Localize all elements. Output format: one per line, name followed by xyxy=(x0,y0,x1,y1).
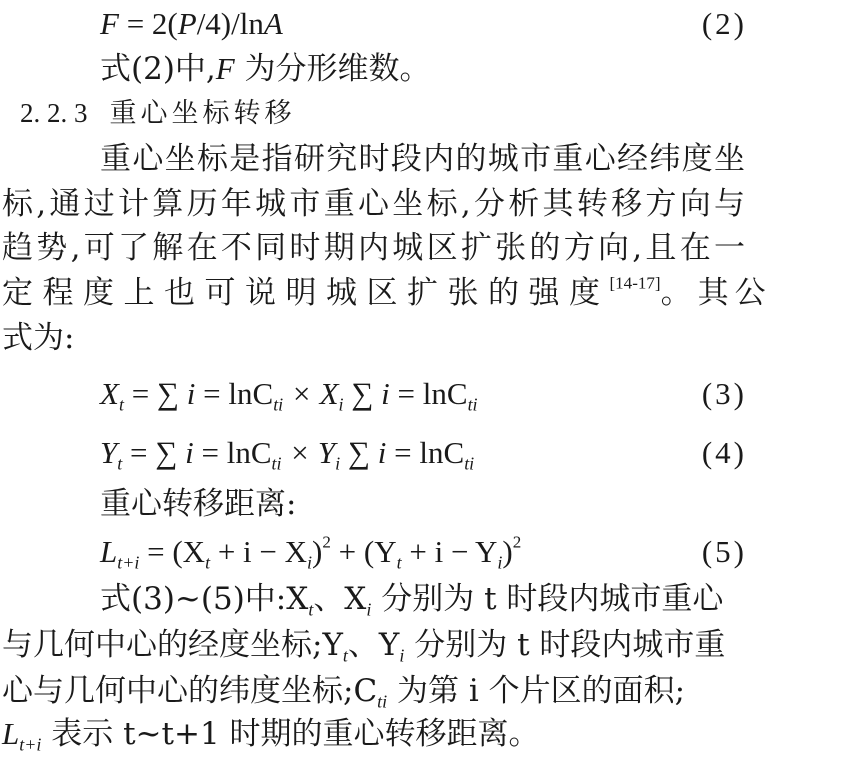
explain-line-2 xyxy=(2,623,755,667)
explain-1c: 分别为 t 时段内城市重心 xyxy=(371,581,724,617)
eq3-times: × X xyxy=(283,376,339,411)
eq5-i1: i xyxy=(307,552,313,573)
eq5-sq2: 2 xyxy=(512,532,522,552)
equation-number-4: (4) xyxy=(701,435,747,470)
eq2-p: P xyxy=(177,6,197,41)
explain-line-4 xyxy=(2,712,755,756)
explain-4a-sub: t+i xyxy=(19,734,42,755)
eq4-ln1: = lnC xyxy=(193,435,272,470)
eq4-iv: i xyxy=(335,453,341,474)
para-line-2: 标,通过计算历年城市重心坐标,分析其转移方向与 xyxy=(2,186,745,222)
explain-1b: 、X xyxy=(313,581,367,617)
equation-number-2: (2) xyxy=(701,6,747,41)
eq2-expl-pre: 式(2)中, xyxy=(100,51,216,87)
eq3-t: t xyxy=(118,394,124,415)
section-heading xyxy=(0,91,753,136)
eq4-sum1: = ∑ xyxy=(122,435,178,470)
eq5-p5: + i − Y xyxy=(401,534,498,569)
explain-2a: 与几何中心的经度坐标;Y xyxy=(2,627,343,663)
eq3-x: X xyxy=(100,376,119,411)
equation-2 xyxy=(0,2,753,46)
eq5-p2: + i − X xyxy=(210,534,308,569)
eq3-iv: i xyxy=(338,394,344,415)
section-title: 重心坐标转移 xyxy=(109,98,296,129)
eq5-t2: t xyxy=(396,552,402,573)
eq3-ln1: = lnC xyxy=(195,376,274,411)
eq3-i1: i xyxy=(186,376,196,411)
explain-2b: 、Y xyxy=(347,627,400,663)
eq2-explanation xyxy=(0,47,753,91)
eq5-sub: t+i xyxy=(117,552,140,573)
eq5-p4: + (Y xyxy=(330,534,397,569)
para-line-4a: 定程度上也可说明城区扩张的强度 xyxy=(2,275,610,311)
eq5-p6: ) xyxy=(502,534,513,569)
eq4-ln2: = lnC xyxy=(386,435,465,470)
eq5-sq1: 2 xyxy=(322,532,331,552)
equation-number-3: (3) xyxy=(701,376,747,411)
explain-1a-sub: t xyxy=(308,599,314,620)
para-line-4b: 。其公 xyxy=(660,275,772,311)
eq2-frac: /4)/ln xyxy=(196,6,264,41)
equation-4 xyxy=(0,431,753,475)
equation-5 xyxy=(0,530,753,574)
para-line-4 xyxy=(2,271,772,315)
explain-line-3 xyxy=(2,669,755,713)
equation-number-5: (5) xyxy=(701,534,747,569)
equation-3 xyxy=(0,372,753,416)
eq5-p1: = (X xyxy=(139,534,206,569)
explain-4a: L xyxy=(2,716,20,751)
eq3-ti2: ti xyxy=(467,394,478,415)
para-line-5: 式为: xyxy=(2,320,75,356)
explain-3b: 为第 i 个片区的面积; xyxy=(387,673,686,709)
eq5-l: L xyxy=(100,534,118,569)
eq3-ln2: = lnC xyxy=(389,376,468,411)
citation: [14-17] xyxy=(609,273,661,293)
explain-2a-sub: t xyxy=(342,645,348,666)
eq4-i1: i xyxy=(185,435,194,470)
explain-line-1 xyxy=(100,577,853,621)
eq4-y: Y xyxy=(100,435,118,470)
eq5-p3: ) xyxy=(312,534,323,569)
eq5-t1: t xyxy=(205,552,211,573)
eq4-ti2: ti xyxy=(464,453,475,474)
eq4-times: × Y xyxy=(281,435,336,470)
eq4-t: t xyxy=(117,453,123,474)
para-line-3: 趋势,可了解在不同时期内城区扩张的方向,且在一 xyxy=(2,230,745,266)
eq2-expl-f: F xyxy=(215,51,235,86)
explain-2b-sub: i xyxy=(399,645,405,666)
explain-3a-sub: ti xyxy=(377,691,388,712)
eq2-a: A xyxy=(263,6,283,41)
eq5-i2: i xyxy=(497,552,503,573)
eq3-sum2: ∑ xyxy=(343,376,374,411)
eq3-i2: i xyxy=(381,376,390,411)
explain-2c: 分别为 t 时段内城市重 xyxy=(404,627,726,663)
section-number: 2. 2. 3 xyxy=(20,98,88,128)
eq3-ti1: ti xyxy=(273,394,284,415)
para-line-1: 重心坐标是指研究时段内的城市重心经纬度坐 xyxy=(100,141,745,177)
eq4-ti1: ti xyxy=(271,453,282,474)
eq2-eq: = 2( xyxy=(118,6,178,41)
distance-label: 重心转移距离: xyxy=(100,486,297,522)
eq2-expl-post: 为分形维数。 xyxy=(234,51,431,87)
eq2-var: F xyxy=(100,6,119,41)
eq4-i2: i xyxy=(377,435,387,470)
explain-1a: 式(3)~(5)中:X xyxy=(100,581,309,617)
explain-1b-sub: i xyxy=(366,599,372,620)
eq3-sum1: = ∑ xyxy=(123,376,180,411)
eq4-sum2: ∑ xyxy=(340,435,371,470)
explain-4b: 表示 t~t+1 时期的重心转移距离。 xyxy=(41,716,540,752)
explain-3a: 心与几何中心的纬度坐标;C xyxy=(2,673,378,709)
